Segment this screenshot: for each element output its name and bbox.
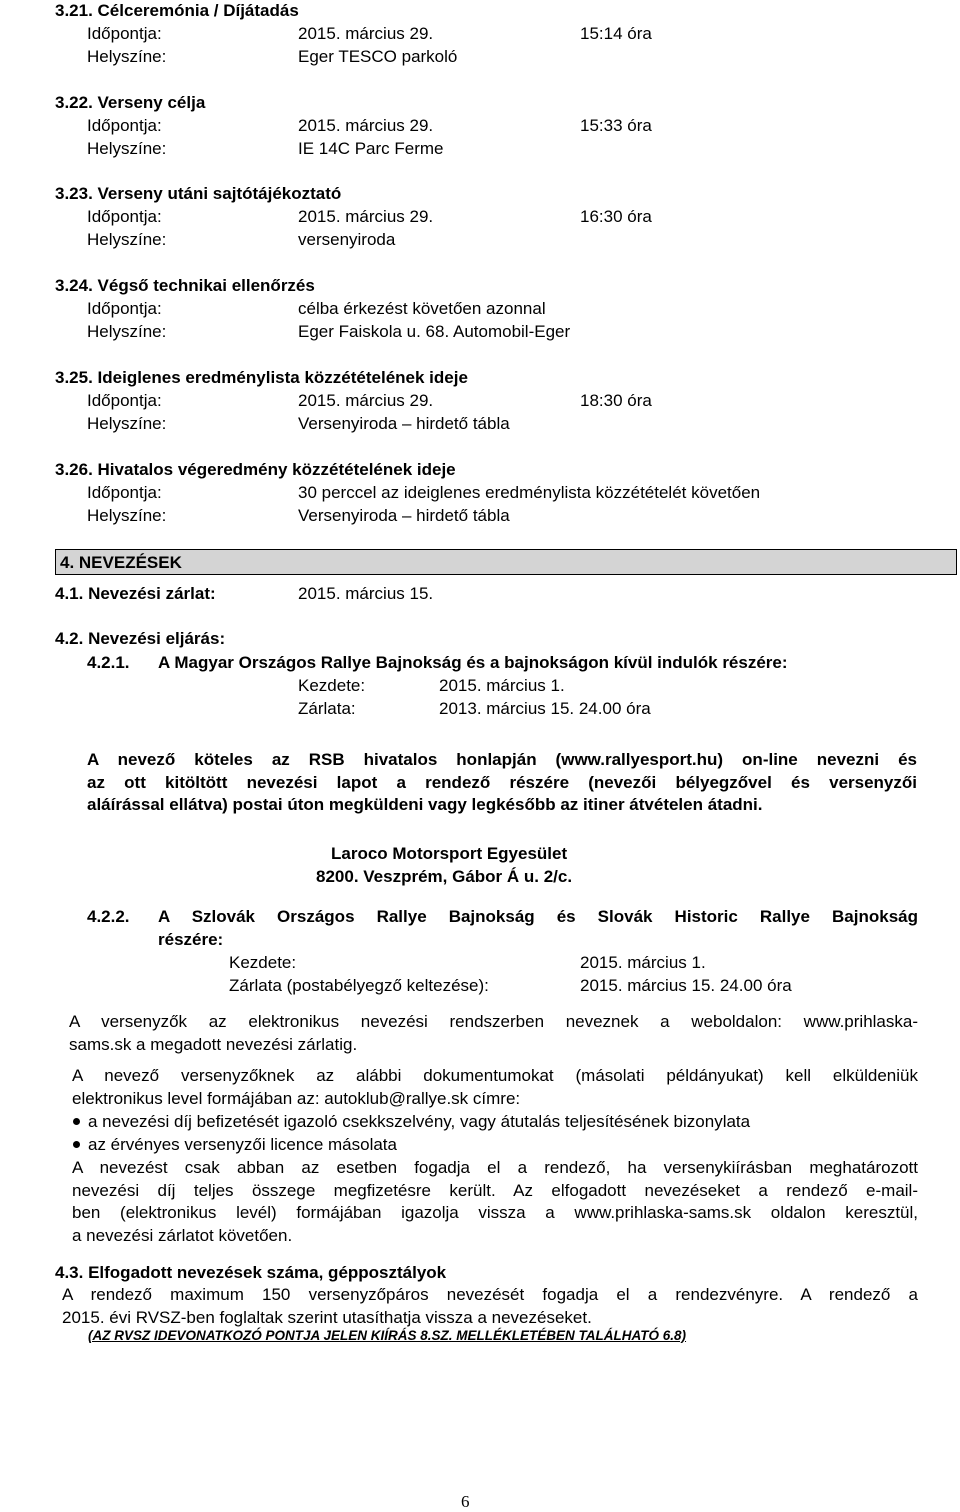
time-label: Időpontja: bbox=[87, 207, 162, 226]
place-value: IE 14C Parc Ferme bbox=[298, 139, 444, 158]
date-value: 2015. március 29. bbox=[298, 391, 434, 410]
place-label: Helyszíne: bbox=[87, 506, 167, 525]
paragraph-line: nevezési díj teljes összege megfizetésre került. Az elfogadott nevezéseket a rendező e-mail- bbox=[72, 1180, 918, 1200]
section-4-heading: 4. NEVEZÉSEK bbox=[60, 553, 182, 572]
section-4-3-title: 4.3. Elfogadott nevezések száma, gépposztályok bbox=[55, 1263, 447, 1282]
start-label: Kezdete: bbox=[229, 953, 297, 972]
place-label: Helyszíne: bbox=[87, 47, 167, 66]
paragraph-line: 2015. évi RVSZ-ben foglaltak szerint utasíthatja vissza a nevezéseket. bbox=[62, 1307, 592, 1327]
entry-instructions-paragraph bbox=[87, 749, 917, 817]
subsection-4-2-2-number: 4.2.2. bbox=[87, 907, 130, 926]
paragraph-line: A versenyzők az elektronikus nevezési rendszerben neveznek a weboldalon: www.prihlaska- bbox=[69, 1012, 918, 1031]
section-3-24-title: 3.24. Végső technikai ellenőrzés bbox=[55, 276, 315, 295]
place-value: versenyiroda bbox=[298, 230, 396, 249]
section-4-heading-bar bbox=[55, 549, 957, 575]
title-line: részére: bbox=[158, 929, 224, 949]
bullet-item: a nevezési díj befizetését igazoló csekkszelvény, vagy átutalás teljesítésének bizonylata bbox=[88, 1112, 751, 1131]
time-value: 15:33 óra bbox=[580, 116, 652, 135]
date-value: 2015. március 29. bbox=[298, 116, 434, 135]
electronic-entry-paragraph bbox=[69, 1011, 918, 1056]
time-label: Időpontja: bbox=[87, 299, 162, 318]
start-value: 2015. március 1. bbox=[580, 953, 706, 972]
close-label: Zárlata (postabélyegző keltezése): bbox=[229, 976, 489, 995]
time-value: 15:14 óra bbox=[580, 24, 652, 43]
subsection-4-2-2-title bbox=[158, 906, 918, 951]
place-value: Eger Faiskola u. 68. Automobil-Eger bbox=[298, 322, 571, 341]
paragraph-line: A nevező köteles az RSB hivatalos honlapján (www.rallyesport.hu) on-line nevezni és bbox=[87, 750, 917, 769]
title-line: A Szlovák Országos Rallye Bajnokság és Slovák Historic Rallye Bajnokság bbox=[158, 907, 918, 926]
close-value: 2013. március 15. 24.00 óra bbox=[439, 699, 651, 718]
time-value: 30 perccel az ideiglenes eredménylista közzétételét követően bbox=[298, 483, 761, 502]
page-number: 6 bbox=[461, 1492, 470, 1511]
start-value: 2015. március 1. bbox=[439, 676, 565, 695]
close-value: 2015. március 15. 24.00 óra bbox=[580, 976, 792, 995]
date-value: 2015. március 29. bbox=[298, 24, 434, 43]
paragraph-line: A nevező versenyzőknek az alábbi dokumentumokat (másolati példányukat) kell elküldeniük bbox=[72, 1066, 918, 1085]
entry-acceptance-paragraph bbox=[72, 1157, 918, 1247]
subsection-4-2-1-title: A Magyar Országos Rallye Bajnokság és a bajnokságon kívül indulók részére: bbox=[158, 653, 788, 672]
time-label: Időpontja: bbox=[87, 391, 162, 410]
entry-deadline-value: 2015. március 15. bbox=[298, 584, 434, 603]
organizer-name: Laroco Motorsport Egyesület bbox=[331, 844, 568, 863]
paragraph-line: A nevezést csak abban az esetben fogadja el a rendező, ha versenykiírásban meghatározott bbox=[72, 1158, 918, 1177]
paragraph-line: A rendező maximum 150 versenyzőpáros nevezését fogadja el a rendezvényre. A rendező a bbox=[62, 1285, 918, 1304]
section-3-25-title: 3.25. Ideiglenes eredménylista közzétételének ideje bbox=[55, 368, 468, 387]
time-label: Időpontja: bbox=[87, 24, 162, 43]
time-value: 18:30 óra bbox=[580, 391, 652, 410]
bullet-item: az érvényes versenyzői licence másolata bbox=[88, 1135, 397, 1154]
paragraph-line: a nevezési zárlatot követően. bbox=[72, 1225, 293, 1245]
paragraph-line: elektronikus level formájában az: autoklub@rallye.sk címre: bbox=[72, 1088, 521, 1108]
bullet-icon bbox=[73, 1118, 80, 1125]
documents-paragraph bbox=[72, 1065, 918, 1110]
paragraph-line: az ott kitöltött nevezési lapot a rendező részére (nevezői bélyegzővel és versenyzői bbox=[87, 772, 917, 792]
place-label: Helyszíne: bbox=[87, 414, 167, 433]
place-value: Versenyiroda – hirdető tábla bbox=[298, 414, 510, 433]
time-label: Időpontja: bbox=[87, 483, 162, 502]
date-value: 2015. március 29. bbox=[298, 207, 434, 226]
subsection-4-2-1-number: 4.2.1. bbox=[87, 653, 130, 672]
start-label: Kezdete: bbox=[298, 676, 366, 695]
paragraph-line: ben (elektronikus levél) formájában igazolja vissza a www.prihlaska-sams.sk oldalon keresztül, bbox=[72, 1203, 918, 1222]
rvsz-reference-note: (AZ RVSZ IDEVONATKOZÓ PONTJA JELEN KIÍRÁS 8.SZ. MELLÉKLETÉBEN TALÁLHATÓ 6.8) bbox=[88, 1328, 687, 1343]
section-3-21-title: 3.21. Célceremónia / Díjátadás bbox=[55, 1, 299, 20]
bullet-icon bbox=[73, 1141, 80, 1148]
section-3-22-title: 3.22. Verseny célja bbox=[55, 93, 206, 112]
time-label: Időpontja: bbox=[87, 116, 162, 135]
place-label: Helyszíne: bbox=[87, 230, 167, 249]
accepted-entries-paragraph bbox=[62, 1284, 918, 1329]
section-3-26-title: 3.26. Hivatalos végeredmény közzétételének ideje bbox=[55, 460, 456, 479]
entry-procedure-title: 4.2. Nevezési eljárás: bbox=[55, 629, 226, 648]
entry-deadline-label: 4.1. Nevezési zárlat: bbox=[55, 584, 216, 603]
place-label: Helyszíne: bbox=[87, 322, 167, 341]
place-value: Eger TESCO parkoló bbox=[298, 47, 458, 66]
place-value: Versenyiroda – hirdető tábla bbox=[298, 506, 510, 525]
time-value: célba érkezést követően azonnal bbox=[298, 299, 546, 318]
paragraph-line: sams.sk a megadott nevezési zárlatig. bbox=[69, 1034, 358, 1054]
section-3-23-title: 3.23. Verseny utáni sajtótájékoztató bbox=[55, 184, 342, 203]
organizer-address: 8200. Veszprém, Gábor Á u. 2/c. bbox=[316, 867, 573, 886]
paragraph-line: aláírással ellátva) postai úton megküldeni vagy legkésőbb az itiner átvételen átadni. bbox=[87, 795, 763, 814]
time-value: 16:30 óra bbox=[580, 207, 652, 226]
close-label: Zárlata: bbox=[298, 699, 356, 718]
place-label: Helyszíne: bbox=[87, 139, 167, 158]
